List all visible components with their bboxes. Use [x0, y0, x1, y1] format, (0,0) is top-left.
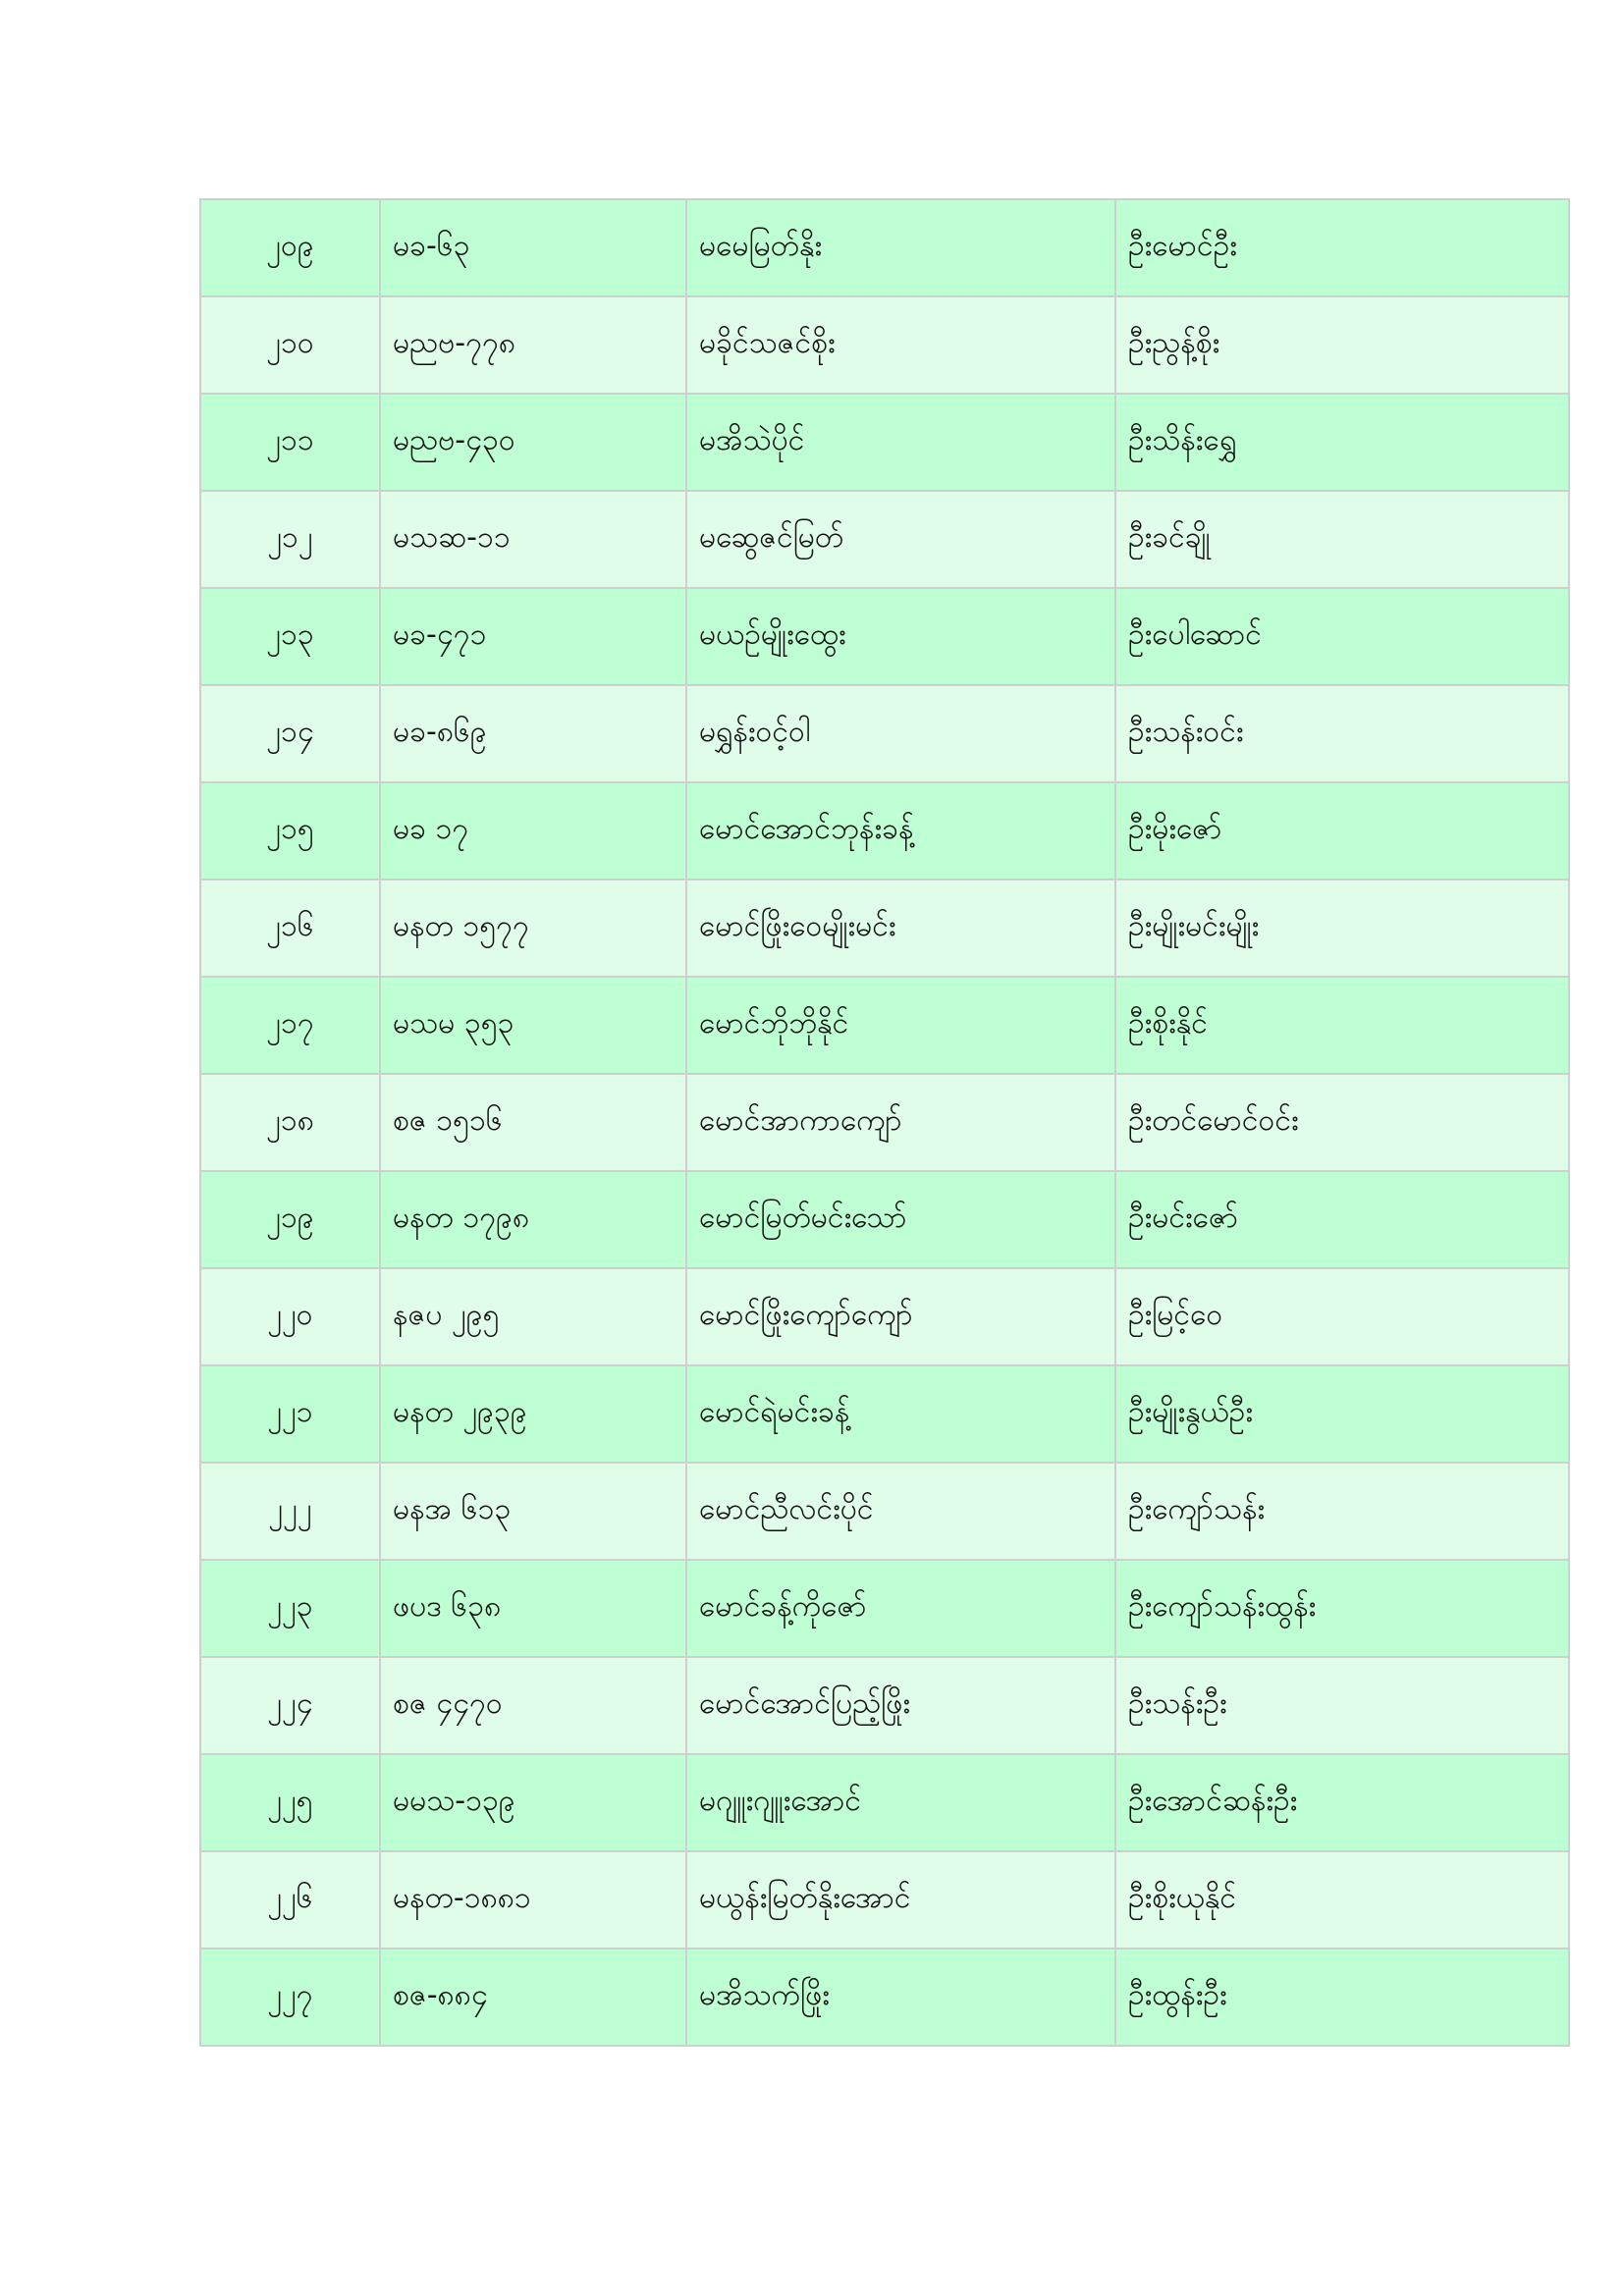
table-row: [200, 1949, 1569, 2046]
row-number: ၂၁၈: [200, 1074, 380, 1171]
father-name: ဦးကျော်သန်းထွန်း: [1115, 1560, 1569, 1657]
table-row: [200, 1657, 1569, 1754]
student-name: မအိသက်ဖြိုး: [686, 1949, 1115, 2046]
registration-id: မညဗ-၇၇၈: [380, 296, 686, 394]
table-row: [200, 782, 1569, 880]
registration-id: မခ ၁၇: [380, 782, 686, 880]
row-number: ၂၁၉: [200, 1171, 380, 1268]
table-row: [200, 685, 1569, 782]
father-name: ဦးစိုးနိုင်: [1115, 977, 1569, 1074]
registration-id: မနတ ၂၉၃၉: [380, 1365, 686, 1463]
row-number: ၂၁၃: [200, 588, 380, 685]
registration-id: မနအ ၆၁၃: [380, 1463, 686, 1560]
father-name: ဦးညွန့်စိုး: [1115, 296, 1569, 394]
registration-id: မနတ ၁၅၇၇: [380, 880, 686, 977]
student-name: မဂျူးဂျူးအောင်: [686, 1754, 1115, 1851]
father-name: ဦးကျော်သန်း: [1115, 1463, 1569, 1560]
registration-id: မခ-၆၃: [380, 199, 686, 296]
student-name: မောင်အောင်ဘုန်းခန့်: [686, 782, 1115, 880]
registration-id: မမသ-၁၃၉: [380, 1754, 686, 1851]
table-row: [200, 199, 1569, 296]
student-name: မခိုင်သဇင်စိုး: [686, 296, 1115, 394]
table-row: [200, 1851, 1569, 1949]
student-name: မောင်ဖြိုးကျော်ကျော်: [686, 1268, 1115, 1365]
row-number: ၂၁၆: [200, 880, 380, 977]
registration-id: မနတ-၁၈၈၁: [380, 1851, 686, 1949]
student-name: မောင်ဖြိုးဝေမျိုးမင်း: [686, 880, 1115, 977]
registration-id: နဇပ ၂၉၅: [380, 1268, 686, 1365]
registration-id: စဇ ၄၄၇၀: [380, 1657, 686, 1754]
father-name: ဦးခင်ချို: [1115, 491, 1569, 588]
table-row: [200, 1560, 1569, 1657]
father-name: ဦးမောင်ဦး: [1115, 199, 1569, 296]
table-row: [200, 1074, 1569, 1171]
table-row: [200, 1365, 1569, 1463]
row-number: ၂၂၀: [200, 1268, 380, 1365]
registration-id: မခ-၈၆၉: [380, 685, 686, 782]
father-name: ဦးမြင့်ဝေ: [1115, 1268, 1569, 1365]
table-row: [200, 977, 1569, 1074]
registration-id: စဇ-၈၈၄: [380, 1949, 686, 2046]
row-number: ၂၂၂: [200, 1463, 380, 1560]
row-number: ၂၂၇: [200, 1949, 380, 2046]
student-name: မောင်ညီလင်းပိုင်: [686, 1463, 1115, 1560]
table-row: [200, 1754, 1569, 1851]
row-number: ၂၁၄: [200, 685, 380, 782]
father-name: ဦးမိုးဇော်: [1115, 782, 1569, 880]
student-name: မယွန်းမြတ်နိုးအောင်: [686, 1851, 1115, 1949]
student-name: မဆွေဇင်မြတ်: [686, 491, 1115, 588]
father-name: ဦးထွန်းဦး: [1115, 1949, 1569, 2046]
row-number: ၂၁၅: [200, 782, 380, 880]
student-name: မောင်ခန့်ကိုဇော်: [686, 1560, 1115, 1657]
registration-id: မညဗ-၄၃၀: [380, 394, 686, 491]
row-number: ၂၂၆: [200, 1851, 380, 1949]
registration-id: ဖပဒ ၆၃၈: [380, 1560, 686, 1657]
registration-id: မခ-၄၇၁: [380, 588, 686, 685]
father-name: ဦးမျိုးမင်းမျိုး: [1115, 880, 1569, 977]
row-number: ၂၂၄: [200, 1657, 380, 1754]
table-row: [200, 588, 1569, 685]
student-name: မောင်အောင်ပြည့်ဖြိုး: [686, 1657, 1115, 1754]
table-row: [200, 296, 1569, 394]
registration-id: မနတ ၁၇၉၈: [380, 1171, 686, 1268]
father-name: ဦးသိန်းရွှေ: [1115, 394, 1569, 491]
father-name: ဦးမင်းဇော်: [1115, 1171, 1569, 1268]
table-row: [200, 491, 1569, 588]
table-row: [200, 1171, 1569, 1268]
father-name: ဦးစိုးယုနိုင်: [1115, 1851, 1569, 1949]
father-name: ဦးသန်းဦး: [1115, 1657, 1569, 1754]
student-name: မယဉ်မျိုးထွေး: [686, 588, 1115, 685]
row-number: ၂၁၇: [200, 977, 380, 1074]
student-name: မောင်ဘိုဘိုနိုင်: [686, 977, 1115, 1074]
row-number: ၂၁၀: [200, 296, 380, 394]
row-number: ၂၂၅: [200, 1754, 380, 1851]
registration-id: စဇ ၁၅၁၆: [380, 1074, 686, 1171]
row-number: ၂၀၉: [200, 199, 380, 296]
row-number: ၂၁၂: [200, 491, 380, 588]
father-name: ဦးမျိုးနွယ်ဦး: [1115, 1365, 1569, 1463]
roster-table: [199, 198, 1570, 2047]
father-name: ဦးသန်းဝင်း: [1115, 685, 1569, 782]
registration-id: မသမ ၃၅၃: [380, 977, 686, 1074]
student-name: မောင်ရဲမင်းခန့်: [686, 1365, 1115, 1463]
table-row: [200, 1463, 1569, 1560]
student-name: မောင်အာကာကျော်: [686, 1074, 1115, 1171]
father-name: ဦးတင်မောင်ဝင်း: [1115, 1074, 1569, 1171]
registration-id: မသဆ-၁၁: [380, 491, 686, 588]
student-name: မရွှန်းဝင့်ဝါ: [686, 685, 1115, 782]
roster-table-body: [200, 199, 1569, 2046]
father-name: ဦးပေါဆောင်: [1115, 588, 1569, 685]
student-name: မောင်မြတ်မင်းသော်: [686, 1171, 1115, 1268]
table-row: [200, 1268, 1569, 1365]
table-row: [200, 394, 1569, 491]
father-name: ဦးအောင်ဆန်းဦး: [1115, 1754, 1569, 1851]
row-number: ၂၂၃: [200, 1560, 380, 1657]
table-row: [200, 880, 1569, 977]
student-name: မမေမြတ်နိုး: [686, 199, 1115, 296]
row-number: ၂၁၁: [200, 394, 380, 491]
row-number: ၂၂၁: [200, 1365, 380, 1463]
student-name: မအိသဲပိုင်: [686, 394, 1115, 491]
